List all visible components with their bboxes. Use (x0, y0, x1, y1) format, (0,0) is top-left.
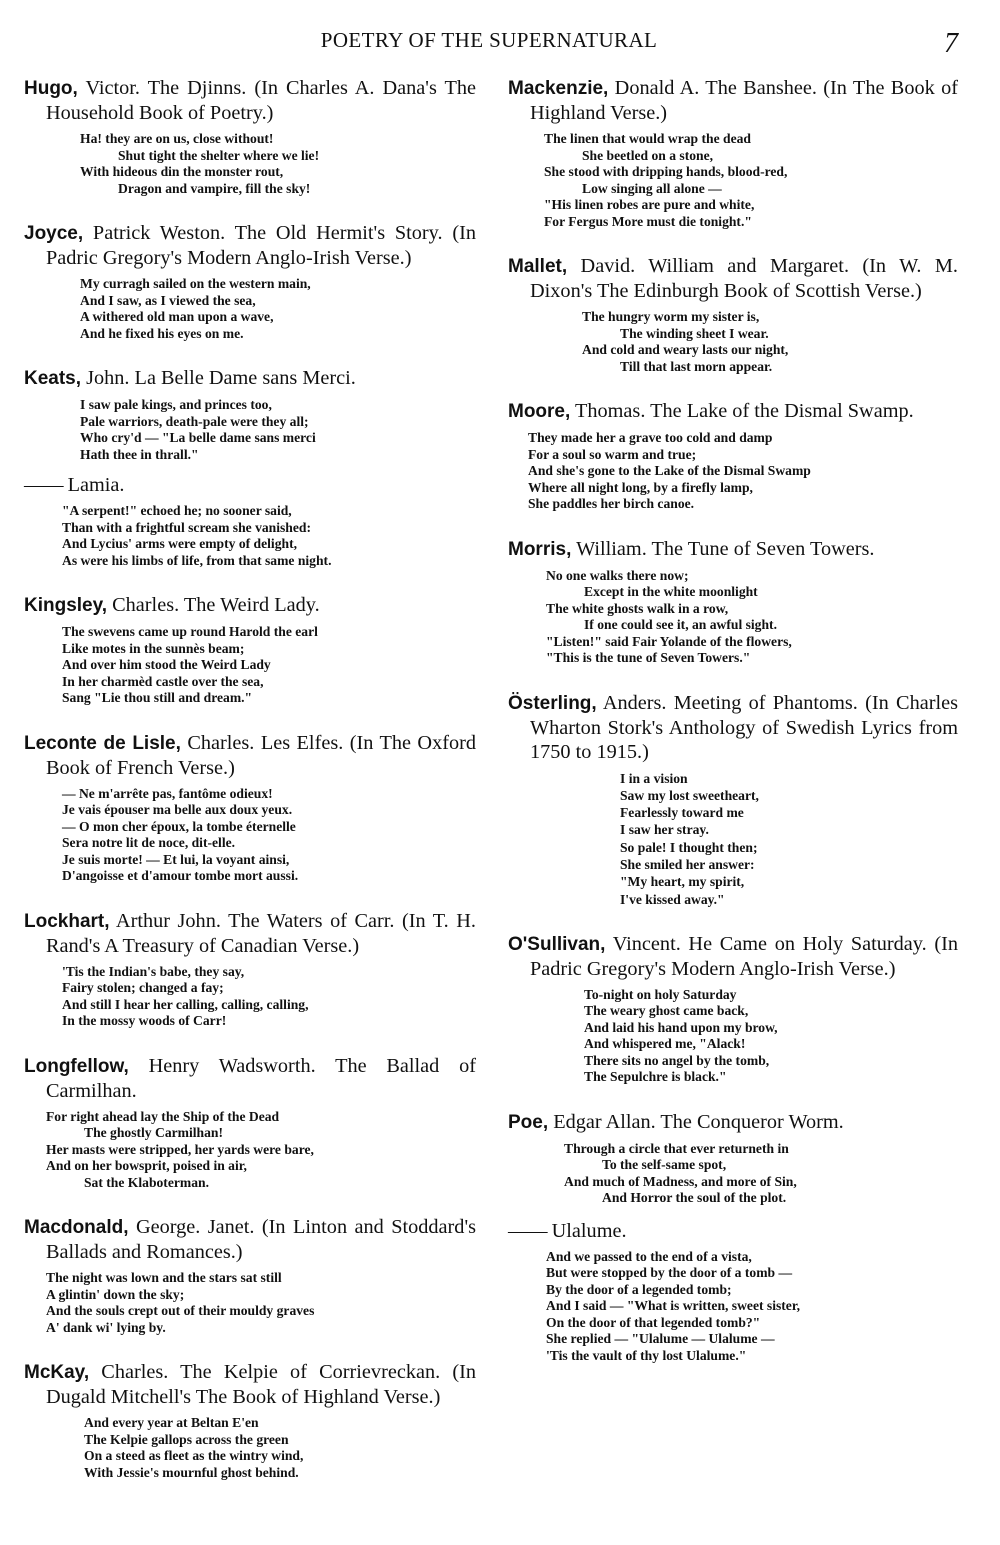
poem-line: Shut tight the shelter where we lie! (118, 147, 320, 163)
poem-line: To-night on holy Saturday (584, 986, 737, 1002)
entry-longfellow (24, 1054, 476, 1192)
entry-title: Ulalume. (546, 1219, 627, 1242)
entry-osterling (508, 691, 958, 908)
author-name: Mallet, (508, 256, 568, 277)
author-name: Morris, (508, 538, 572, 560)
poem-excerpt (584, 987, 958, 1086)
entry-title: Charles. The Weird Lady. (107, 594, 320, 616)
entry-title: William. The Tune of Seven Towers. (571, 537, 875, 560)
poem-line: Low singing all alone — (582, 180, 722, 196)
poem-line: I've kissed away." (620, 891, 725, 907)
poem-line: The swevens came up round Harold the earl (62, 624, 318, 639)
poem-line: Till that last morn appear. (620, 358, 773, 374)
poem-line: The night was lown and the stars sat still (46, 1270, 282, 1285)
poem-line: If one could see it, an awful sight. (584, 617, 777, 632)
entry-moore (508, 399, 958, 513)
entry-leconte (24, 731, 476, 885)
poem-line: The ghostly Carmilhan! (84, 1125, 223, 1140)
poem-excerpt (528, 430, 958, 513)
poem-line: And on her bowsprit, poised in air, (46, 1158, 247, 1173)
poem-line: And the souls crept out of their mouldy graves (46, 1303, 315, 1318)
poem-excerpt (582, 309, 958, 375)
poem-line: — O mon cher époux, la tombe éternelle (62, 818, 296, 834)
entry-mackenzie (508, 76, 958, 230)
poem-line: With hideous din the monster rout, (80, 164, 284, 179)
entry-title: Edgar Allan. The Conqueror Worm. (548, 1110, 844, 1133)
author-name: Mackenzie, (508, 78, 609, 99)
poem-line: The hungry worm my sister is, (582, 309, 760, 324)
poem-line: And over him stood the Weird Lady (62, 657, 271, 672)
entry-title: Lamia. (62, 474, 125, 496)
poem-line: Je vais épouser ma belle aux doux yeux. (62, 802, 293, 817)
poem-line: In the mossy woods of Carr! (62, 1013, 227, 1028)
entry-heading (24, 731, 476, 780)
poem-line: So pale! I thought then; (620, 839, 758, 855)
poem-line: A' dank wi' lying by. (46, 1319, 166, 1335)
poem-line: And whispered me, "Alack! (584, 1036, 746, 1052)
poem-line: Than with a frightful scream she vanished: (62, 519, 311, 535)
poem-line: And Horror the soul of the plot. (602, 1190, 787, 1206)
poem-line: "This is the tune of Seven Towers." (546, 650, 751, 665)
author-name: McKay, (24, 1362, 90, 1383)
entry-title: John. La Belle Dame sans Merci. (81, 367, 356, 389)
entry-heading (24, 1215, 476, 1264)
poem-line: She replied — "Ulalume — Ulalume — (546, 1331, 775, 1347)
entry-macdonald (24, 1215, 476, 1336)
poem-line: For a soul so warm and true; (528, 446, 697, 462)
author-name: Hugo, (24, 78, 78, 99)
poem-line: And every year at Beltan E'en (84, 1415, 259, 1430)
poem-line: To the self-same spot, (602, 1157, 727, 1173)
poem-line: The Sepulchre is black." (584, 1069, 727, 1085)
entry-heading (508, 932, 958, 981)
poem-line: The weary ghost came back, (584, 1003, 749, 1019)
poem-line: On a steed as fleet as the wintry wind, (84, 1448, 304, 1463)
poem-line: And laid his hand upon my brow, (584, 1019, 778, 1035)
right-column (508, 76, 958, 1388)
poem-excerpt (620, 770, 958, 908)
poem-line: A withered old man upon a wave, (80, 309, 274, 324)
poem-line: She paddles her birch canoe. (528, 496, 695, 511)
poem-line: The Kelpie gallops across the green (84, 1431, 289, 1447)
entry-title: Anders. Meeting of Phantoms. (In Charles Wharton Stork's Anthology of Swedish Lyrics from 1750 to 1915.) (530, 691, 958, 763)
poem-line: Ha! they are on us, close without! (80, 131, 274, 146)
poem-excerpt (80, 276, 476, 342)
author-name: Kingsley, (24, 595, 108, 616)
poem-line: For right ahead lay the Ship of the Dead (46, 1108, 280, 1124)
entry-lockhart (24, 909, 476, 1030)
poem-line: "A serpent!" echoed he; no sooner said, (62, 503, 292, 518)
poem-line: Who cry'd — "La belle dame sans merci (80, 430, 316, 445)
poem-line: The linen that would wrap the dead (544, 131, 751, 146)
poem-line: I saw pale kings, and princes too, (80, 397, 272, 412)
poem-line: By the door of a legended tomb; (546, 1281, 732, 1297)
entry-title: Henry Wadsworth. The Ballad of Carmilhan. (46, 1054, 476, 1102)
entry-title: Arthur John. The Waters of Carr. (In T. H. Rand's A Treasury of Canadian Verse.) (46, 909, 476, 957)
poem-line: Saw my lost sweetheart, (620, 787, 759, 803)
entry-title: David. William and Margaret. (In W. M. Dixon's The Edinburgh Book of Scottish Verse.) (530, 255, 958, 302)
poem-line: In her charmèd castle over the sea, (62, 673, 264, 689)
entry-title: George. Janet. (In Linton and Stoddard's Ballads and Romances.) (46, 1216, 476, 1263)
author-name: Moore, (508, 401, 571, 422)
poem-line: And cold and weary lasts our night, (582, 342, 789, 357)
poem-line: And she's gone to the Lake of the Dismal Swamp (528, 463, 811, 478)
entry-heading (24, 366, 476, 391)
entry-keats (24, 366, 476, 463)
poem-line: As were his limbs of life, from that same night. (62, 552, 332, 568)
poem-excerpt (62, 624, 476, 707)
poem-line: And Lycius' arms were empty of delight, (62, 536, 297, 551)
poem-line: 'Tis the Indian's babe, they say, (62, 963, 245, 979)
poem-line: My curragh sailed on the western main, (80, 276, 311, 291)
poem-excerpt (46, 1270, 476, 1336)
entry-title: Patrick Weston. The Old Hermit's Story. (In Padric Gregory's Modern Anglo-Irish Verse.) (46, 222, 476, 269)
entry-poe (508, 1110, 958, 1207)
author-name: Joyce, (24, 223, 84, 244)
poem-line: Je suis morte! — Et lui, la voyant ainsi, (62, 851, 290, 867)
entry-title: Victor. The Djinns. (In Charles A. Dana's The Household Book of Poetry.) (46, 77, 476, 124)
poem-excerpt (80, 397, 476, 463)
poem-line: For Fergus More must die tonight." (544, 213, 752, 229)
author-name: Lockhart, (24, 910, 110, 932)
poem-line: Except in the white moonlight (584, 584, 758, 599)
poem-excerpt (546, 1249, 958, 1365)
entry-keats-lamia (24, 473, 476, 569)
poem-line: D'angoisse et d'amour tombe mort aussi. (62, 868, 299, 883)
poem-line: No one walks there now; (546, 567, 689, 583)
poem-line: "Listen!" said Fair Yolande of the flowers, (546, 633, 792, 649)
poem-line: Where all night long, by a firefly lamp, (528, 479, 753, 495)
author-name: Leconte de Lisle, (24, 732, 181, 754)
poem-line: Dragon and vampire, fill the sky! (118, 180, 311, 196)
author-name: Macdonald, (24, 1217, 129, 1238)
poem-line: The white ghosts walk in a row, (546, 600, 729, 616)
ditto-dash: —— (508, 1219, 547, 1242)
entry-osullivan (508, 932, 958, 1086)
entry-poe-ulalume (508, 1219, 958, 1365)
entry-heading (24, 909, 476, 958)
entry-mckay (24, 1360, 476, 1481)
poem-line: She smiled her answer: (620, 856, 755, 872)
poem-excerpt (62, 964, 476, 1030)
poem-line: With Jessie's mournful ghost behind. (84, 1464, 299, 1480)
poem-excerpt (564, 1141, 958, 1207)
poem-line: A glintin' down the sky; (46, 1286, 185, 1302)
poem-line: She beetled on a stone, (582, 147, 714, 163)
entry-heading (508, 76, 958, 125)
poem-line: But were stopped by the door of a tomb — (546, 1265, 793, 1281)
poem-excerpt (62, 503, 476, 569)
entry-heading (508, 537, 958, 562)
poem-line: And he fixed his eyes on me. (80, 325, 244, 341)
entry-heading (24, 76, 476, 125)
poem-line: On the door of that legended tomb?" (546, 1314, 761, 1330)
entry-heading (24, 593, 476, 618)
poem-line: Her masts were stripped, her yards were bare, (46, 1141, 314, 1157)
poem-line: Sang "Lie thou still and dream." (62, 690, 253, 705)
entry-morris (508, 537, 958, 667)
poem-excerpt (84, 1415, 476, 1481)
poem-excerpt (80, 131, 476, 197)
poem-line: There sits no angel by the tomb, (584, 1052, 770, 1068)
poem-line: "His linen robes are pure and white, (544, 197, 755, 212)
poem-line: They made her a grave too cold and damp (528, 430, 773, 445)
poem-line: I in a vision (620, 770, 688, 786)
poem-excerpt (62, 786, 476, 885)
entry-heading (24, 1054, 476, 1103)
poem-line: Through a circle that ever returneth in (564, 1140, 789, 1156)
author-name: Keats, (24, 368, 82, 389)
page-number: 7 (944, 28, 958, 59)
poem-line: And still I hear her calling, calling, calling, (62, 996, 309, 1012)
poem-line: Sat the Klaboterman. (84, 1174, 209, 1190)
entry-heading (24, 221, 476, 270)
entry-title: Charles. The Kelpie of Corrievreckan. (In Dugald Mitchell's The Book of Highland Verse.) (46, 1361, 476, 1408)
poem-line: 'Tis the vault of thy lost Ulalume." (546, 1347, 747, 1363)
entry-mallet (508, 254, 958, 375)
entry-title: Vincent. He Came on Holy Saturday. (In Padric Gregory's Modern Anglo-Irish Verse.) (530, 932, 958, 980)
poem-line: Sera notre lit de noce, dit-elle. (62, 835, 236, 850)
poem-excerpt (46, 1109, 476, 1192)
poem-excerpt (546, 568, 958, 667)
ditto-dash: —— (24, 474, 63, 496)
author-name: Poe, (508, 1111, 549, 1133)
entry-heading (508, 399, 958, 424)
poem-line: "My heart, my spirit, (620, 874, 745, 890)
poem-line: The winding sheet I wear. (620, 325, 769, 341)
entry-heading (508, 691, 958, 764)
author-name: O'Sullivan, (508, 933, 606, 955)
poem-line: And we passed to the end of a vista, (546, 1248, 752, 1264)
poem-line: And much of Madness, and more of Sin, (564, 1173, 797, 1189)
entry-heading (24, 473, 476, 497)
poem-excerpt (544, 131, 958, 230)
entry-title: Donald A. The Banshee. (In The Book of Highland Verse.) (530, 77, 958, 124)
entry-kingsley (24, 593, 476, 707)
poem-line: Pale warriors, death-pale were they all; (80, 413, 309, 429)
entry-title: Thomas. The Lake of the Dismal Swamp. (570, 400, 914, 422)
poem-line: Fairy stolen; changed a fay; (62, 980, 224, 995)
entry-heading (508, 254, 958, 303)
poem-line: And I saw, as I viewed the sea, (80, 292, 256, 308)
poem-line: She stood with dripping hands, blood-red, (544, 164, 788, 179)
entry-heading (508, 1219, 958, 1243)
entry-title: Charles. Les Elfes. (In The Oxford Book of French Verse.) (46, 731, 477, 779)
entry-heading (24, 1360, 476, 1409)
author-name: Longfellow, (24, 1055, 129, 1077)
page-header (0, 28, 1000, 62)
poem-line: Fearlessly toward me (620, 805, 744, 821)
author-name: Österling, (508, 692, 597, 714)
entry-heading (508, 1110, 958, 1135)
poem-line: Hath thee in thrall." (80, 446, 199, 462)
entry-hugo (24, 76, 476, 197)
poem-line: And I said — "What is written, sweet sister, (546, 1298, 800, 1314)
poem-line: Like motes in the sunnès beam; (62, 640, 245, 656)
entry-joyce (24, 221, 476, 342)
running-title: POETRY OF THE SUPERNATURAL (320, 28, 658, 52)
left-column (24, 76, 476, 1505)
poem-line: — Ne m'arrête pas, fantôme odieux! (62, 785, 273, 801)
poem-line: I saw her stray. (620, 822, 709, 838)
